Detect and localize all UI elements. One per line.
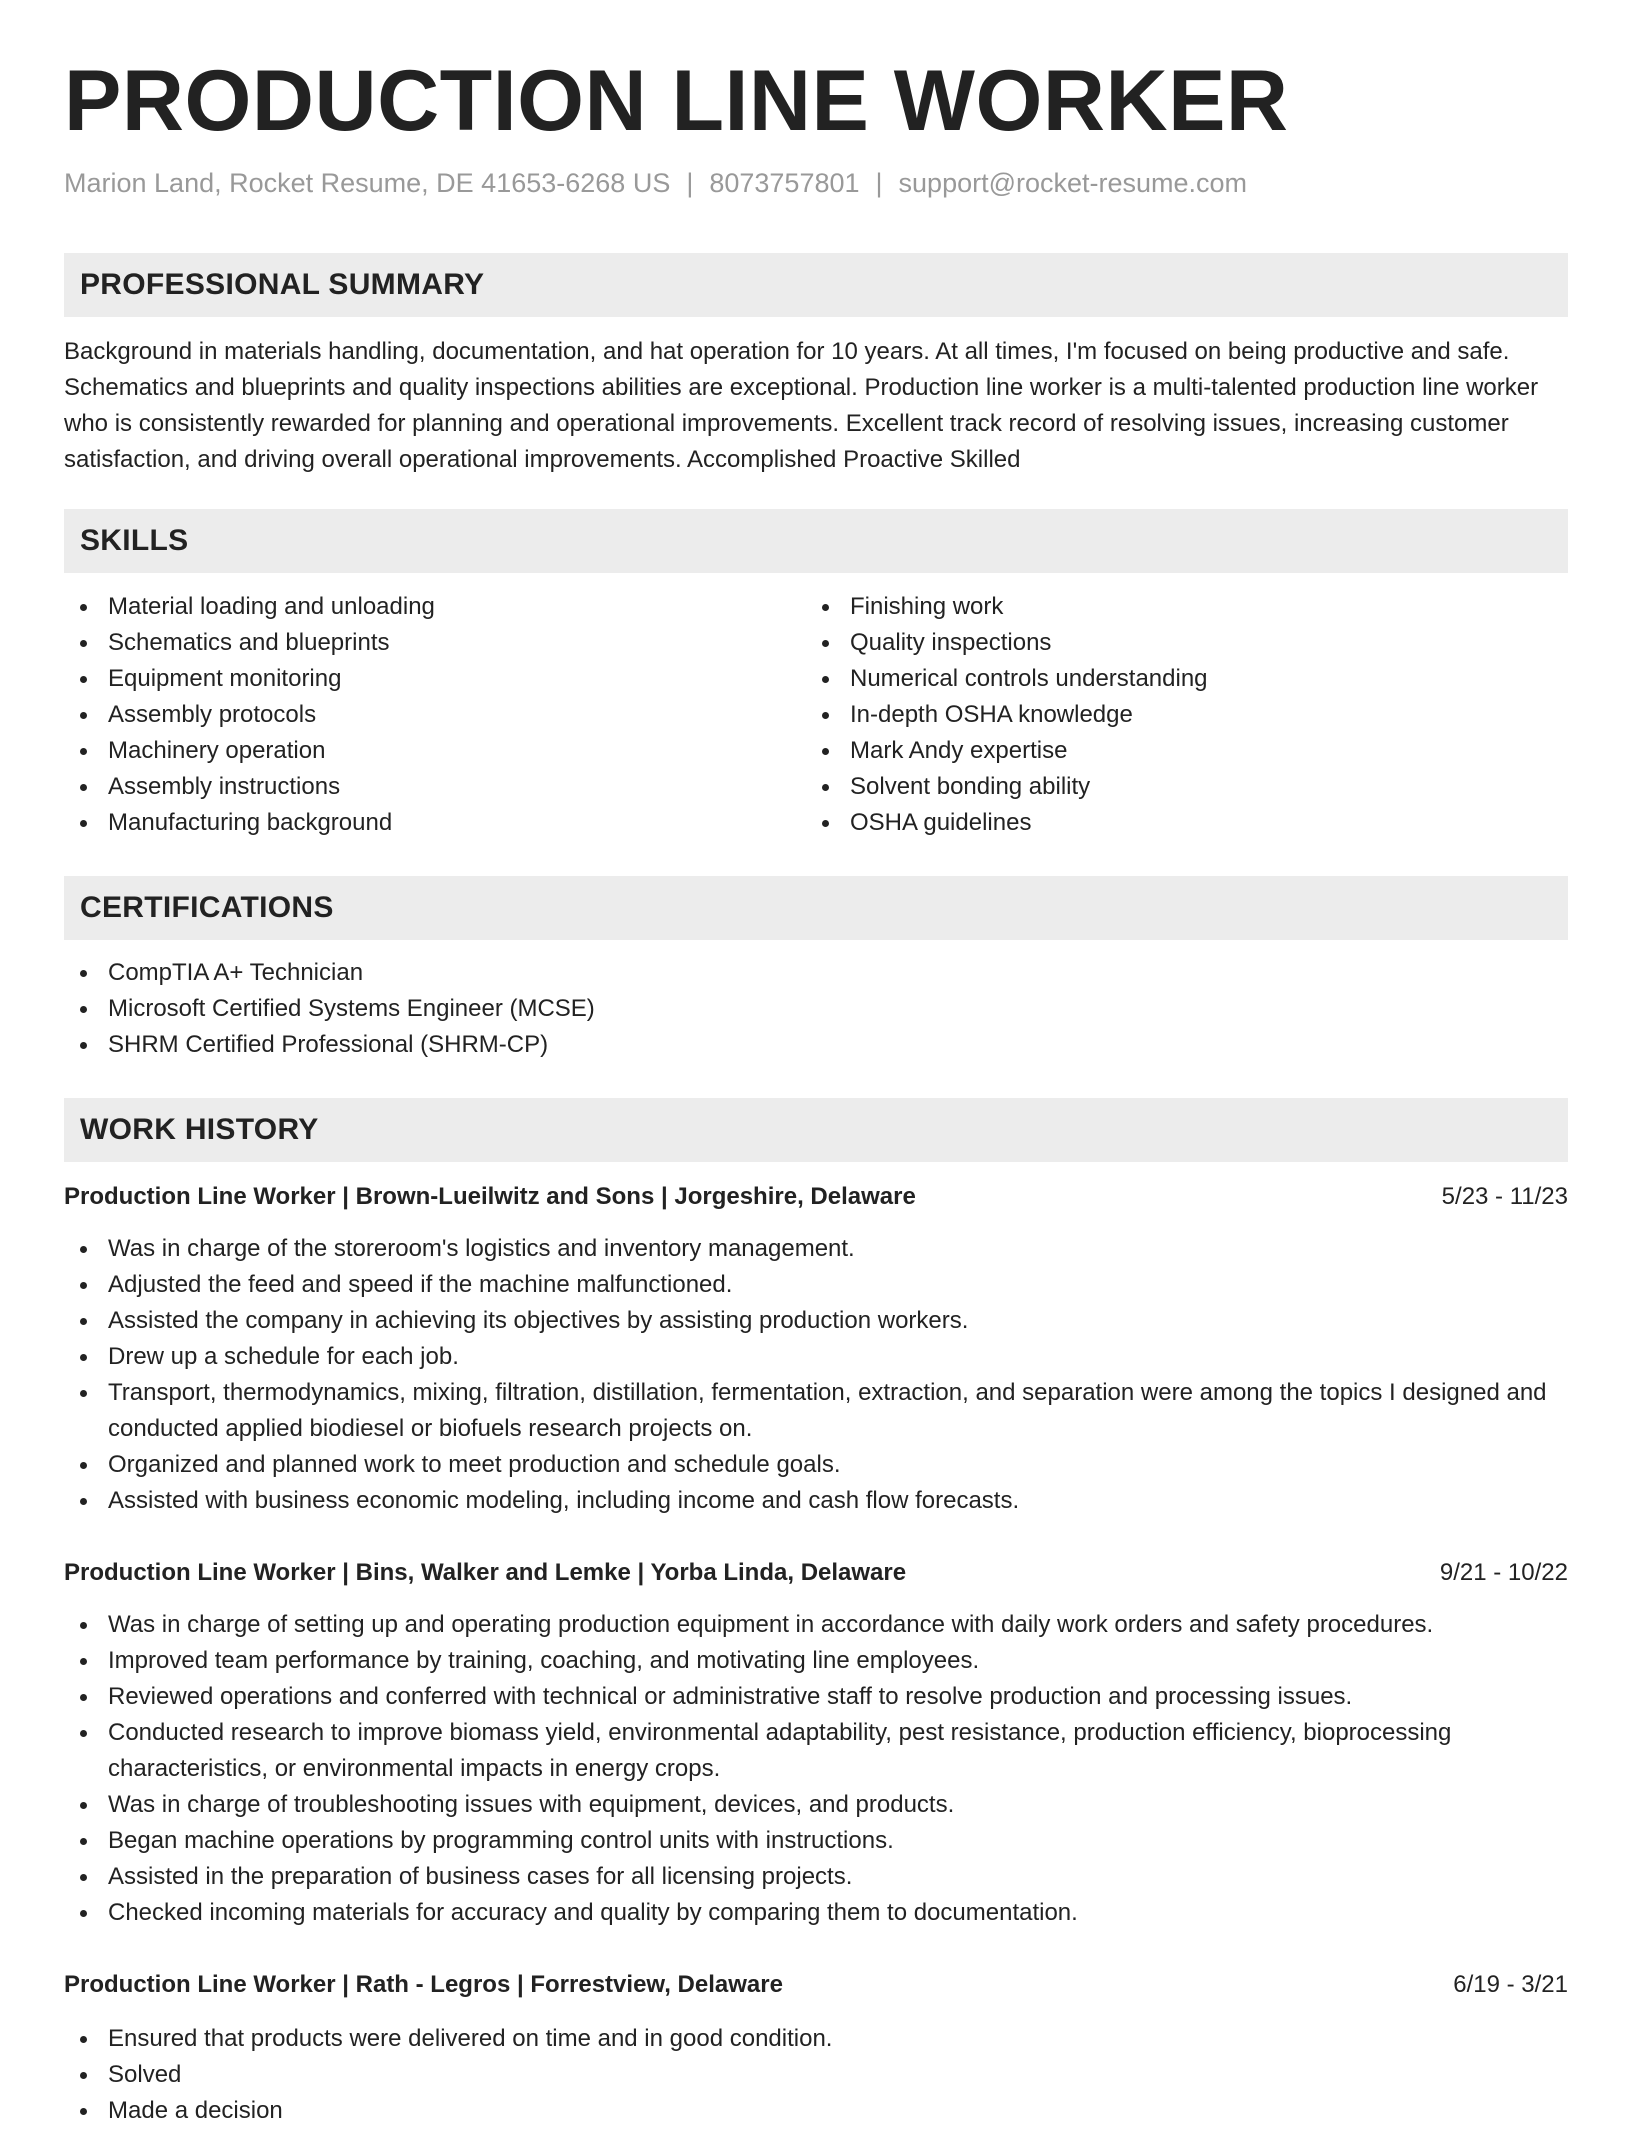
skill-item: Quality inspections — [806, 625, 1568, 661]
job-bullet: Checked incoming materials for accuracy and quality by comparing them to documentation. — [64, 1895, 1568, 1931]
job-bullet: Transport, thermodynamics, mixing, filtration, distillation, fermentation, extraction, and separation were among the topics I designed and conducted applied biodiesel or biofuels research projects on. — [64, 1375, 1568, 1447]
job-bullet: Reviewed operations and conferred with technical or administrative staff to resolve production and processing issues. — [64, 1679, 1568, 1715]
certifications-heading: CERTIFICATIONS — [64, 876, 1568, 940]
skill-item: Assembly protocols — [64, 697, 804, 733]
job-header — [64, 1967, 1568, 2003]
skill-item: Material loading and unloading — [64, 589, 804, 625]
work-history-heading: WORK HISTORY — [64, 1098, 1568, 1162]
job-bullet: Assisted with business economic modeling, including income and cash flow forecasts. — [64, 1483, 1568, 1519]
certifications-list — [64, 955, 1568, 1063]
job-bullet: Adjusted the feed and speed if the machine malfunctioned. — [64, 1267, 1568, 1303]
job-bullet: Solved — [64, 2057, 1568, 2093]
skills-list-left — [64, 589, 804, 841]
job-bullet: Made a decision — [64, 2093, 1568, 2129]
job-title: Production Line Worker | Bins, Walker and Lemke | Yorba Linda, Delaware — [64, 1559, 907, 1586]
certification-item: CompTIA A+ Technician — [64, 955, 1568, 991]
contact-separator: | — [875, 168, 883, 198]
skill-item: Manufacturing background — [64, 805, 804, 841]
skill-item: Finishing work — [806, 589, 1568, 625]
skills-list-right — [806, 589, 1568, 841]
skill-item: In-depth OSHA knowledge — [806, 697, 1568, 733]
job-header — [64, 1555, 1568, 1591]
job-title: Production Line Worker | Rath - Legros | Forrestview, Delaware — [64, 1971, 783, 1998]
job-bullets — [64, 2021, 1568, 2129]
skill-item: Numerical controls understanding — [806, 661, 1568, 697]
skill-item: Schematics and blueprints — [64, 625, 804, 661]
contact-phone: 8073757801 — [709, 168, 860, 198]
resume-name-title: PRODUCTION LINE WORKER — [64, 53, 1289, 149]
job-bullets — [64, 1607, 1568, 1931]
job-bullet: Organized and planned work to meet production and schedule goals. — [64, 1447, 1568, 1483]
summary-text: Background in materials handling, documentation, and hat operation for 10 years. At all times, I'm focused on being productive and safe. Schematics and blueprints and quality inspections abilities are exceptional. Production line worker is a multi-talented production line worker who is consistently rewarded for planning and operational improvements. Excellent track record of resolving issues, increasing customer satisfaction, and driving overall operational improvements. Accomplished Proactive Skilled — [64, 338, 1539, 473]
job-bullet: Drew up a schedule for each job. — [64, 1339, 1568, 1375]
skill-item: OSHA guidelines — [806, 805, 1568, 841]
job-dates: 5/23 - 11/23 — [1441, 1183, 1568, 1210]
job-bullet: Was in charge of troubleshooting issues with equipment, devices, and products. — [64, 1787, 1568, 1823]
skill-item: Machinery operation — [64, 733, 804, 769]
contact-separator: | — [686, 168, 694, 198]
certification-item: SHRM Certified Professional (SHRM-CP) — [64, 1027, 1568, 1063]
job-bullet: Ensured that products were delivered on time and in good condition. — [64, 2021, 1568, 2057]
job-bullet: Assisted the company in achieving its objectives by assisting production workers. — [64, 1303, 1568, 1339]
job-dates: 6/19 - 3/21 — [1453, 1971, 1568, 1998]
job-title: Production Line Worker | Brown-Lueilwitz and Sons | Jorgeshire, Delaware — [64, 1183, 916, 1210]
skill-item: Assembly instructions — [64, 769, 804, 805]
job-bullet: Was in charge of setting up and operating production equipment in accordance with daily work orders and safety procedures. — [64, 1607, 1568, 1643]
job-bullet: Was in charge of the storeroom's logistics and inventory management. — [64, 1231, 1568, 1267]
summary-heading: PROFESSIONAL SUMMARY — [64, 253, 1568, 317]
job-bullets — [64, 1231, 1568, 1519]
contact-email[interactable]: support@rocket-resume.com — [898, 168, 1248, 198]
job-bullet: Improved team performance by training, coaching, and motivating line employees. — [64, 1643, 1568, 1679]
contact-address: Marion Land, Rocket Resume, DE 41653-6268 US — [64, 168, 671, 198]
job-bullet: Began machine operations by programming control units with instructions. — [64, 1823, 1568, 1859]
skill-item: Mark Andy expertise — [806, 733, 1568, 769]
skill-item: Equipment monitoring — [64, 661, 804, 697]
skills-heading: SKILLS — [64, 509, 1568, 573]
certification-item: Microsoft Certified Systems Engineer (MCSE) — [64, 991, 1568, 1027]
job-header — [64, 1179, 1568, 1215]
contact-line — [64, 168, 1247, 199]
job-bullet: Conducted research to improve biomass yield, environmental adaptability, pest resistance, production efficiency, bioprocessing characteristics, or environmental impacts in energy crops. — [64, 1715, 1568, 1787]
skill-item: Solvent bonding ability — [806, 769, 1568, 805]
job-dates: 9/21 - 10/22 — [1439, 1559, 1568, 1586]
job-bullet: Assisted in the preparation of business cases for all licensing projects. — [64, 1859, 1568, 1895]
